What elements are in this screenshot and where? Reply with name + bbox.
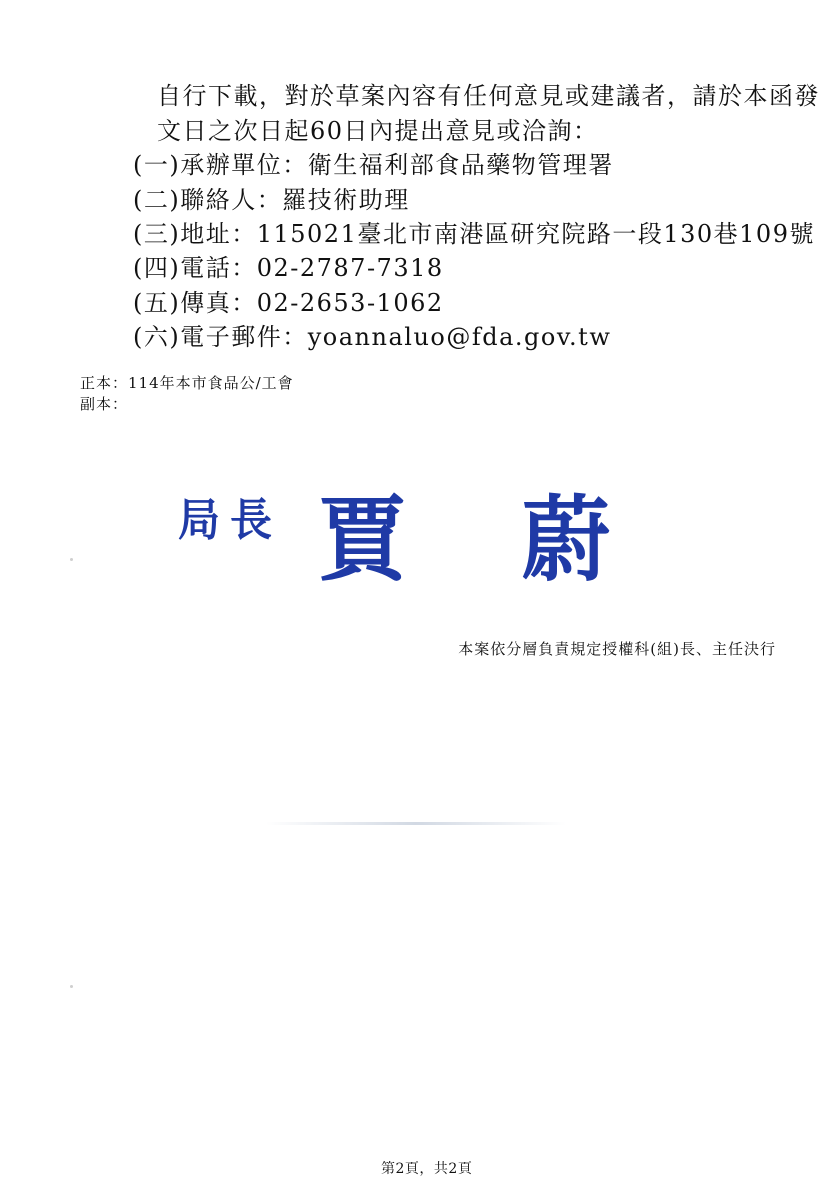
page-number: 第2頁，共2頁	[381, 1161, 473, 1177]
authorization-note: 本案依分層負責規定授權科(組)長、主任決行	[458, 640, 776, 658]
scan-dot	[70, 558, 73, 561]
body-line-2: 文日之次日起60日內提出意見或洽詢：	[157, 117, 599, 145]
contact-fax: (五)傳真：02-2653-1062	[133, 289, 444, 317]
contact-person: (二)聯絡人：羅技術助理	[133, 186, 410, 214]
director-title-stamp: 局長	[178, 493, 283, 546]
scan-dot	[70, 985, 73, 988]
contact-address: (三)地址：115021臺北市南港區研究院路一段130巷109號	[133, 220, 815, 248]
director-name-stamp-1: 賈	[318, 484, 407, 594]
contact-phone: (四)電話：02-2787-7318	[133, 254, 444, 282]
contact-unit: (一)承辦單位：衛生福利部食品藥物管理署	[133, 151, 614, 179]
scan-artifact	[266, 822, 566, 825]
original-recipient: 正本：114年本市食品公/工會	[80, 374, 294, 392]
body-line-1: 自行下載，對於草案內容有任何意見或建議者，請於本函發	[157, 82, 820, 110]
contact-email: (六)電子郵件：yoannaluo@fda.gov.tw	[133, 323, 612, 351]
director-name-stamp-2: 蔚	[522, 484, 611, 594]
copy-recipient: 副本：	[80, 395, 129, 413]
